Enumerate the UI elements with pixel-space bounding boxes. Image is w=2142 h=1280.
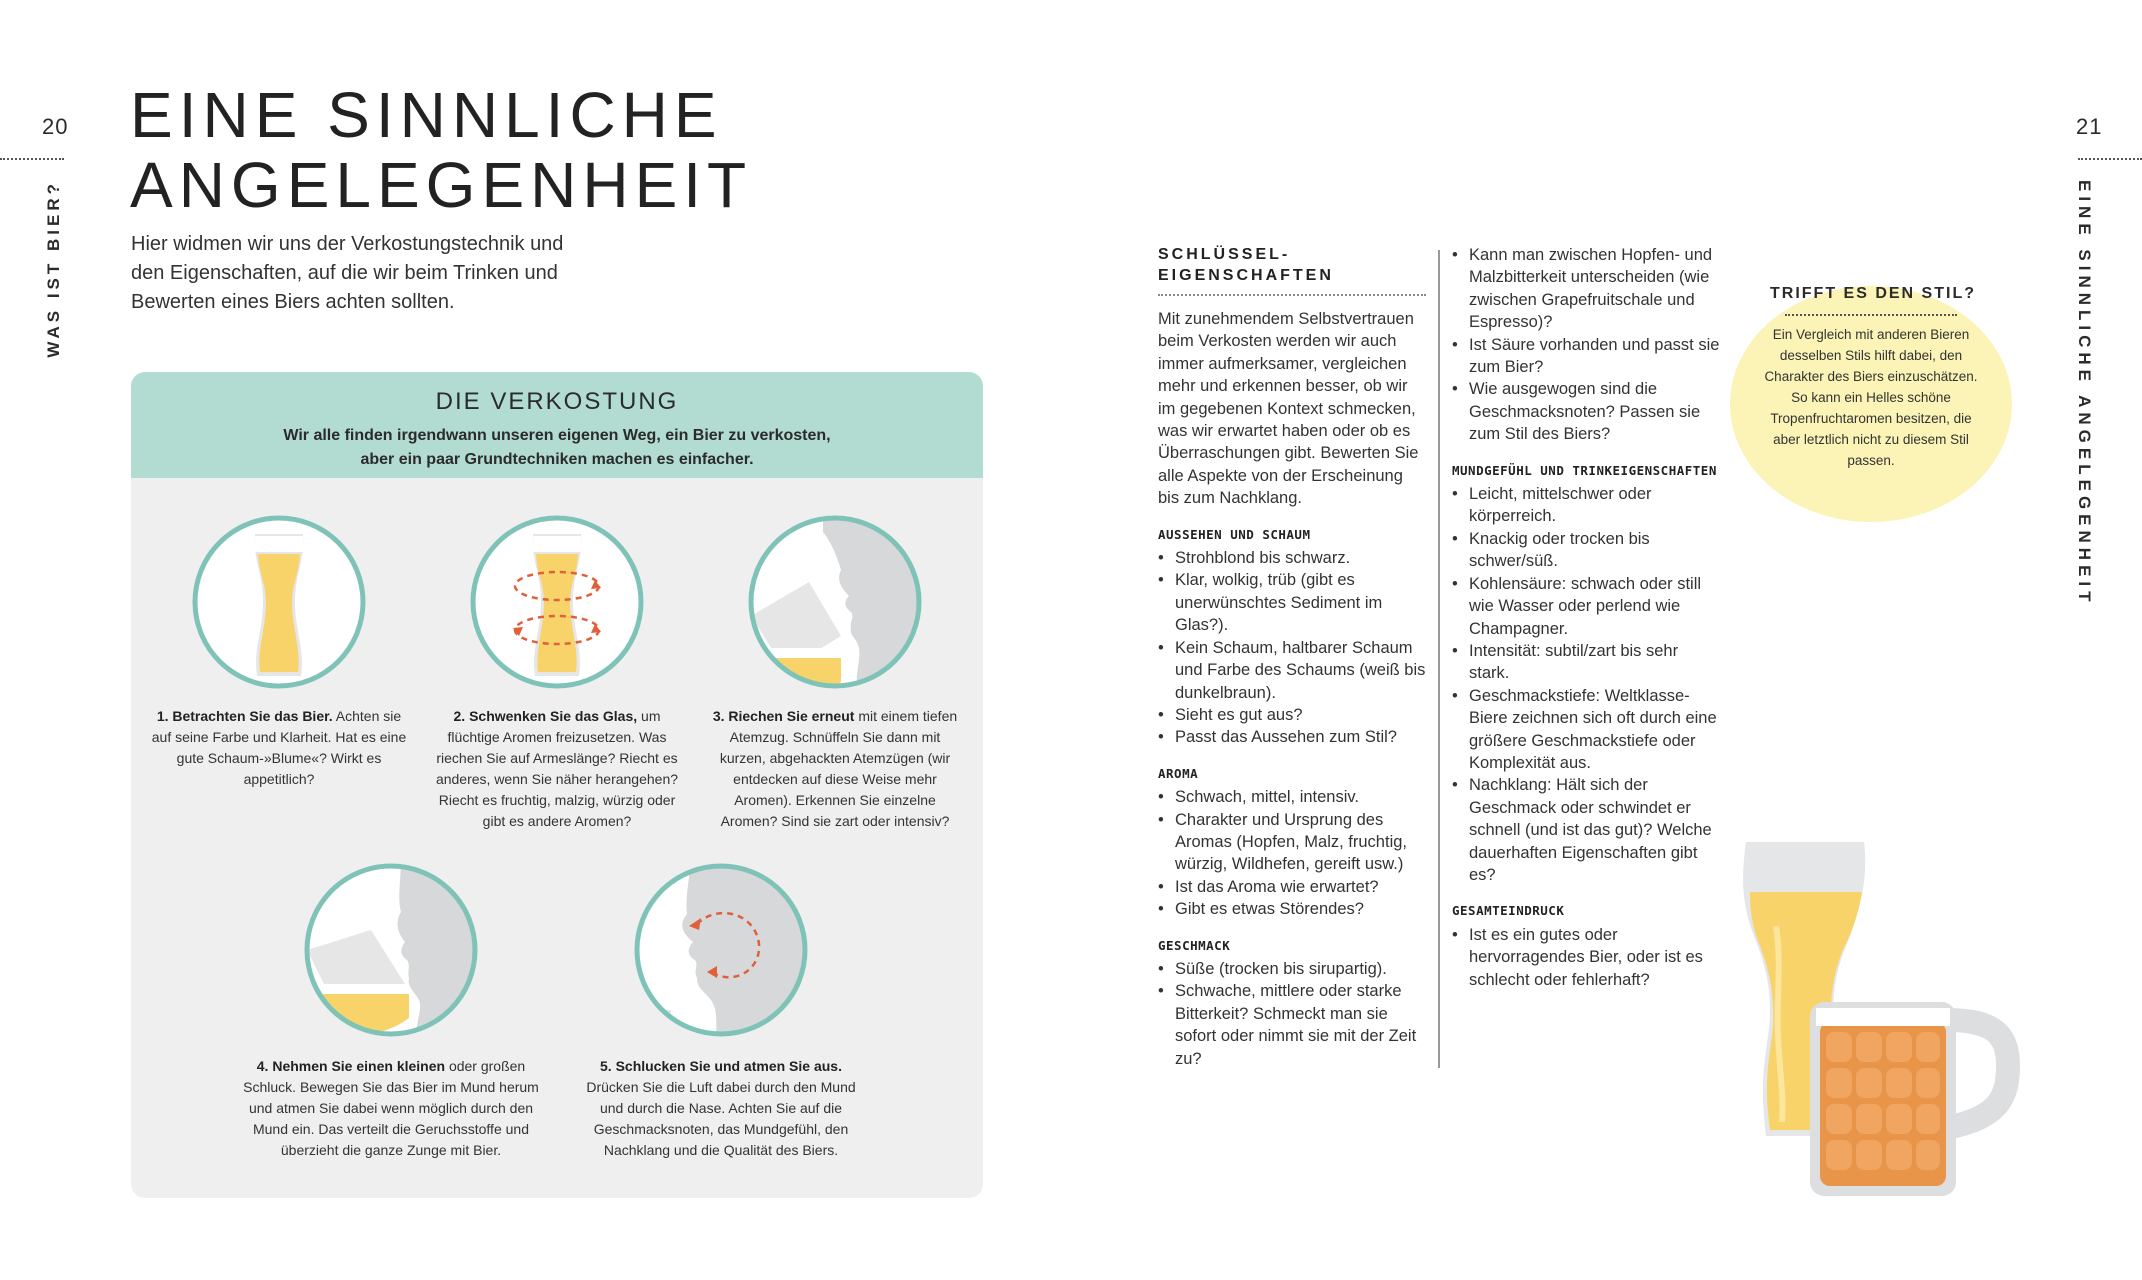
swirl-glass-icon	[467, 512, 647, 692]
list-item: • Ist Säure vorhanden und passt sie zum Bier?	[1452, 334, 1722, 379]
list-item: • Sieht es gut aus?	[1158, 704, 1428, 726]
title-line-1: EINE SINNLICHE	[130, 79, 723, 151]
list-item: • Ist das Aroma wie erwartet?	[1158, 876, 1428, 898]
page-number-left: 20	[42, 114, 69, 139]
tasting-panel	[131, 372, 983, 1198]
list-item: • Intensität: subtil/zart bis sehr stark.	[1452, 640, 1722, 685]
list-item: • Geschmackstiefe: Weltklasse-Biere zeichnen sich oft durch eine größere Geschmackstiefe oder Komplexität aus.	[1452, 685, 1722, 775]
page-title	[130, 80, 752, 220]
section-heading: AUSSEHEN UND SCHAUM	[1158, 526, 1311, 542]
list-item: • Strohblond bis schwarz.	[1158, 547, 1428, 569]
list-item: • Kohlensäure: schwach oder still wie Wasser oder perlend wie Champagner.	[1452, 573, 1722, 640]
section-heading: GESAMTEINDRUCK	[1452, 903, 1565, 919]
section-list	[1158, 547, 1428, 749]
list-item: • Klar, wolkig, trüb (gibt es unerwünschtes Sediment im Glas?).	[1158, 569, 1428, 636]
smell-beer-icon	[745, 512, 925, 692]
step-3-body: mit einem tiefen Atemzug. Schnüffeln Sie dann mit kurzen, abgehackten Atemzügen (wir entdecken auf diese Weise mehr Aromen). Erkennen Sie einzelne Aromen? Sind sie zart oder intensiv?	[719, 708, 958, 829]
col2-lead-list	[1452, 244, 1722, 446]
list-item: • Nachklang: Hält sich der Geschmack oder schwindet er schnell (und ist das gut)? Welche dauerhaften Eigenschaften gibt es?	[1452, 774, 1722, 886]
list-item: • Schwach, mittel, intensiv.	[1158, 786, 1428, 808]
section-list	[1452, 924, 1722, 991]
step-2-body: um flüchtige Aromen freizusetzen. Was riechen Sie auf Armeslänge? Riecht es anderes, wenn Sie näher herangehen? Riecht es fruchtig, malzig, würzig oder gibt es andere Aromen?	[435, 708, 679, 829]
panel-heading: DIE VERKOSTUNG	[435, 388, 679, 415]
step-5-bold: 5. Schlucken Sie und atmen Sie aus.	[600, 1058, 842, 1074]
col2-sections	[1452, 460, 1722, 991]
page-rule-left	[0, 158, 64, 160]
section-heading: MUNDGEFÜHL UND TRINKEIGENSCHAFTEN	[1452, 462, 1717, 478]
key-properties-column-2	[1452, 244, 1722, 991]
running-title-right: EINE SINNLICHE ANGELEGENHEIT	[2075, 180, 2094, 607]
step-1-text	[149, 706, 409, 790]
section-list	[1158, 958, 1428, 1070]
list-item: • Gibt es etwas Störendes?	[1158, 898, 1428, 920]
list-item: • Süße (trocken bis sirupartig).	[1158, 958, 1428, 980]
list-item: • Kann man zwischen Hopfen- und Malzbitterkeit unterscheiden (wie zwischen Grapefruitschale und Espresso)?	[1452, 244, 1722, 334]
column-divider	[1438, 250, 1440, 1068]
key-heading-line-2: EIGENSCHAFTEN	[1158, 267, 1334, 284]
beer-mug-icon	[1810, 1002, 2008, 1196]
panel-subheading: Wir alle finden irgendwann unseren eigenen Weg, ein Bier zu verkosten, aber ein paar Grundtechniken machen es einfacher.	[283, 427, 831, 468]
step-4-text	[241, 1056, 541, 1161]
step-2-bold: 2. Schwenken Sie das Glas,	[453, 708, 638, 724]
sip-beer-icon	[301, 860, 481, 1040]
key-heading	[1158, 244, 1428, 286]
section-heading: AROMA	[1158, 765, 1199, 781]
col1-sections	[1158, 524, 1428, 1070]
title-line-2: ANGELEGENHEIT	[130, 149, 753, 221]
step-4-bold: 4. Nehmen Sie einen kleinen	[256, 1058, 446, 1074]
list-item: • Leicht, mittelschwer oder körperreich.	[1452, 483, 1722, 528]
intro-text: Hier widmen wir uns der Verkostungstechnik und den Eigenschaften, auf die wir beim Trinken und Bewerten eines Biers achten sollten.	[131, 233, 564, 313]
key-properties-column-1	[1158, 244, 1428, 1070]
running-title-left: WAS IST BIER?	[44, 180, 63, 358]
list-item: • Passt das Aussehen zum Stil?	[1158, 726, 1428, 748]
key-intro: Mit zunehmendem Selbstvertrauen beim Verkosten werden wir auch immer aufmerksamer, vergleichen mehr und erkennen besser, ob wir im gegebenen Kontext schmecken, was wir erwartet haben oder ob es Überraschungen gibt. Bewerten Sie alle Aspekte von der Erscheinung bis zum Nachklang.	[1158, 310, 1419, 508]
key-heading-line-1: SCHLÜSSEL-	[1158, 246, 1291, 263]
section-heading: GESCHMACK	[1158, 937, 1231, 953]
exhale-icon	[631, 860, 811, 1040]
panel-header	[131, 372, 983, 478]
list-item: • Knackig oder trocken bis schwer/süß.	[1452, 528, 1722, 573]
step-5-text	[576, 1056, 866, 1161]
step-1-body: Achten sie auf seine Farbe und Klarheit. Hat es eine gute Schaum-»Blume«? Wirkt es appetitlich?	[151, 708, 407, 787]
step-2-text	[427, 706, 687, 832]
step-3-bold: 3. Riechen Sie erneut	[712, 708, 855, 724]
tip-rule	[1785, 314, 1957, 316]
step-5-body: Drücken Sie die Luft dabei durch den Mund und durch die Nase. Achten Sie auf die Geschmacksnoten, das Mundgefühl, den Nachklang und die Qualität des Biers.	[586, 1079, 856, 1158]
step-3-text	[705, 706, 965, 832]
step-1-bold: 1. Betrachten Sie das Bier.	[156, 708, 333, 724]
page-rule-right	[2078, 158, 2142, 160]
list-item: • Schwache, mittlere oder starke Bitterkeit? Schmeckt man sie sofort oder nimmt sie mit der Zeit zu?	[1158, 980, 1428, 1070]
page-number-right: 21	[2076, 114, 2103, 139]
key-heading-rule	[1158, 294, 1426, 296]
look-at-beer-icon	[189, 512, 369, 692]
step-4-body: oder großen Schluck. Bewegen Sie das Bier im Mund herum und atmen Sie dabei wenn möglich durch den Mund ein. Das verteilt die Geruchsstoffe und überzieht die ganze Zunge mit Bier.	[243, 1058, 539, 1158]
list-item: • Kein Schaum, haltbarer Schaum und Farbe des Schaums (weiß bis dunkelbraun).	[1158, 637, 1428, 704]
section-list	[1158, 786, 1428, 920]
list-item: • Wie ausgewogen sind die Geschmacksnoten? Passen sie zum Stil des Biers?	[1452, 378, 1722, 445]
beer-glasses-illustration	[1736, 836, 2036, 1202]
tip-heading: TRIFFT ES DEN STIL?	[1770, 285, 1976, 302]
section-list	[1452, 483, 1722, 886]
list-item: • Charakter und Ursprung des Aromas (Hopfen, Malz, fruchtig, würzig, Wildhefen, gereift usw.)	[1158, 809, 1428, 876]
list-item: • Ist es ein gutes oder hervorragendes Bier, oder ist es schlecht oder fehlerhaft?	[1452, 924, 1722, 991]
tip-text: Ein Vergleich mit anderen Bieren desselben Stils hilft dabei, den Charakter des Biers einzuschätzen. So kann ein Helles schöne Tropenfruchtaromen besitzen, die aber letztlich nicht zu diesem Stil passen.	[1764, 327, 1978, 468]
